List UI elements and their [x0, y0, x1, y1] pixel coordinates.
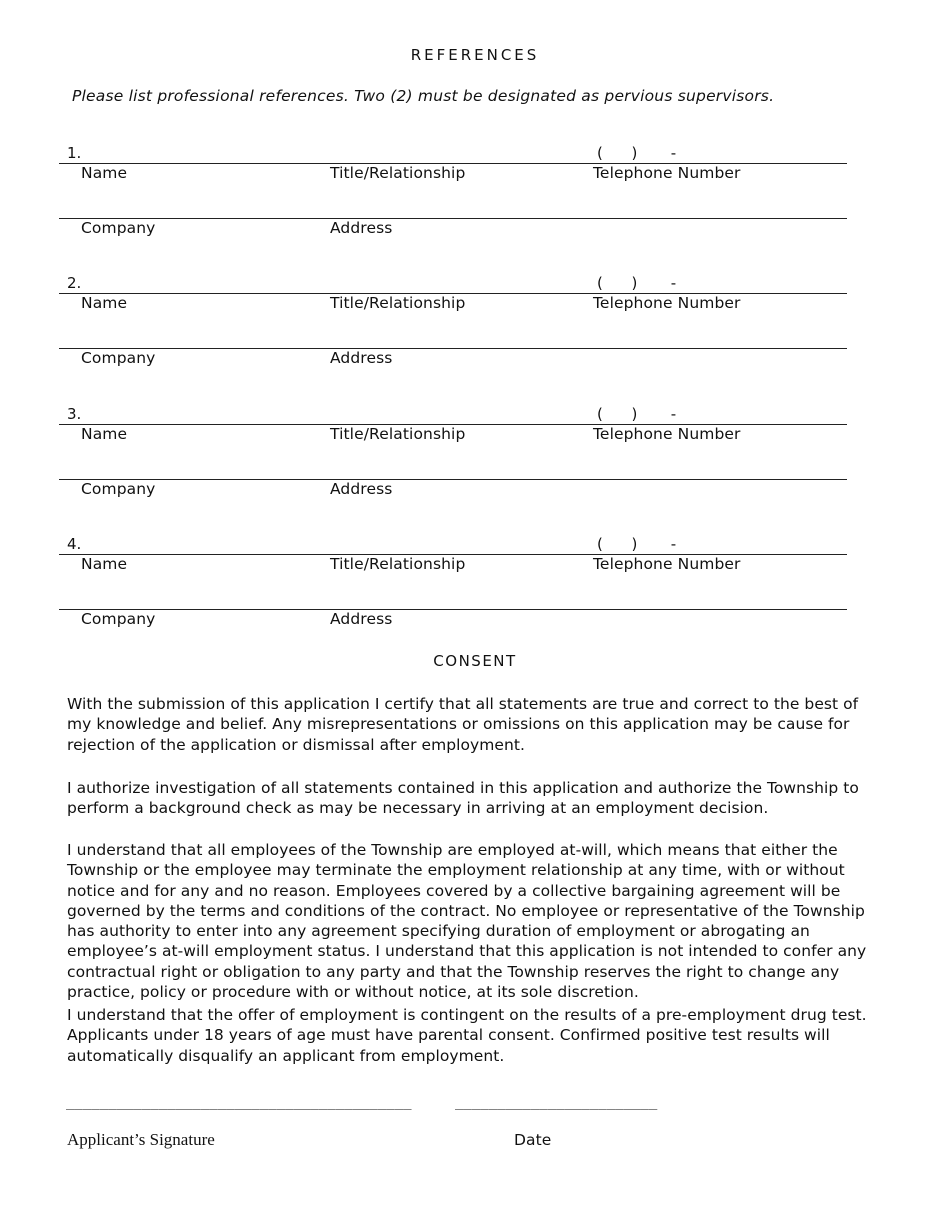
company-line[interactable]: [59, 479, 847, 480]
name-label: Name: [81, 555, 128, 573]
company-line[interactable]: [59, 218, 847, 219]
phone-format: ( ) -: [597, 535, 677, 553]
name-label: Name: [81, 164, 128, 182]
date-line[interactable]: ________________________: [455, 1094, 658, 1110]
title-relationship-label: Title/Relationship: [330, 555, 466, 573]
phone-format: ( ) -: [597, 405, 677, 423]
title-relationship-label: Title/Relationship: [330, 425, 466, 443]
reference-number: 1.: [67, 144, 82, 162]
phone-format: ( ) -: [597, 274, 677, 292]
references-instructions: Please list professional references. Two (2) must be designated as pervious supervisors.: [72, 87, 775, 105]
name-label: Name: [81, 425, 128, 443]
address-label: Address: [330, 610, 393, 628]
references-title: REFERENCES: [410, 46, 540, 64]
company-label: Company: [81, 480, 156, 498]
signature-label: Applicant’s Signature: [67, 1130, 215, 1149]
company-line[interactable]: [59, 348, 847, 349]
address-label: Address: [330, 480, 393, 498]
reference-number: 3.: [67, 405, 82, 423]
reference-number: 2.: [67, 274, 82, 292]
company-line[interactable]: [59, 609, 847, 610]
date-label: Date: [514, 1131, 552, 1149]
company-label: Company: [81, 349, 156, 367]
phone-format: ( ) -: [597, 144, 677, 162]
address-label: Address: [330, 349, 393, 367]
consent-title: CONSENT: [433, 652, 517, 670]
title-relationship-label: Title/Relationship: [330, 164, 466, 182]
consent-paragraph-authorize: I authorize investigation of all statements contained in this application and authorize the Township to perform a background check as may be necessary in arriving at an employment decision.: [67, 779, 859, 818]
address-label: Address: [330, 219, 393, 237]
telephone-label: Telephone Number: [593, 164, 741, 182]
telephone-label: Telephone Number: [593, 555, 741, 573]
consent-paragraph-drug-test: I understand that the offer of employment is contingent on the results of a pre-employment drug test. Applicants under 18 years of age must have parental consent. Confirmed positive test results will automatically disqualify an applicant from employment.: [67, 1006, 867, 1065]
telephone-label: Telephone Number: [593, 425, 741, 443]
reference-number: 4.: [67, 535, 82, 553]
company-label: Company: [81, 610, 156, 628]
signature-line[interactable]: _________________________________________: [66, 1094, 412, 1110]
telephone-label: Telephone Number: [593, 294, 741, 312]
title-relationship-label: Title/Relationship: [330, 294, 466, 312]
name-label: Name: [81, 294, 128, 312]
consent-paragraph-at-will: I understand that all employees of the Township are employed at-will, which means that either the Township or the employee may terminate the employment relationship at any time, with or without notice and for any and no reason. Employees covered by a collective bargaining agreement will be governed by the terms and conditions of the contract. No employee or representative of the Township has authority to enter into any agreement specifying duration of employment or abrogating an employee’s at-will employment status. I understand that this application is not intended to confer any contractual right or obligation to any party and that the Township reserves the right to change any practice, policy or procedure with or without notice, at its sole discretion.: [67, 841, 867, 1002]
company-label: Company: [81, 219, 156, 237]
consent-paragraph-certify: With the submission of this application I certify that all statements are true and correct to the best of my knowledge and belief. Any misrepresentations or omissions on this application may be cause for rejection of the application or dismissal after employment.: [67, 695, 859, 754]
